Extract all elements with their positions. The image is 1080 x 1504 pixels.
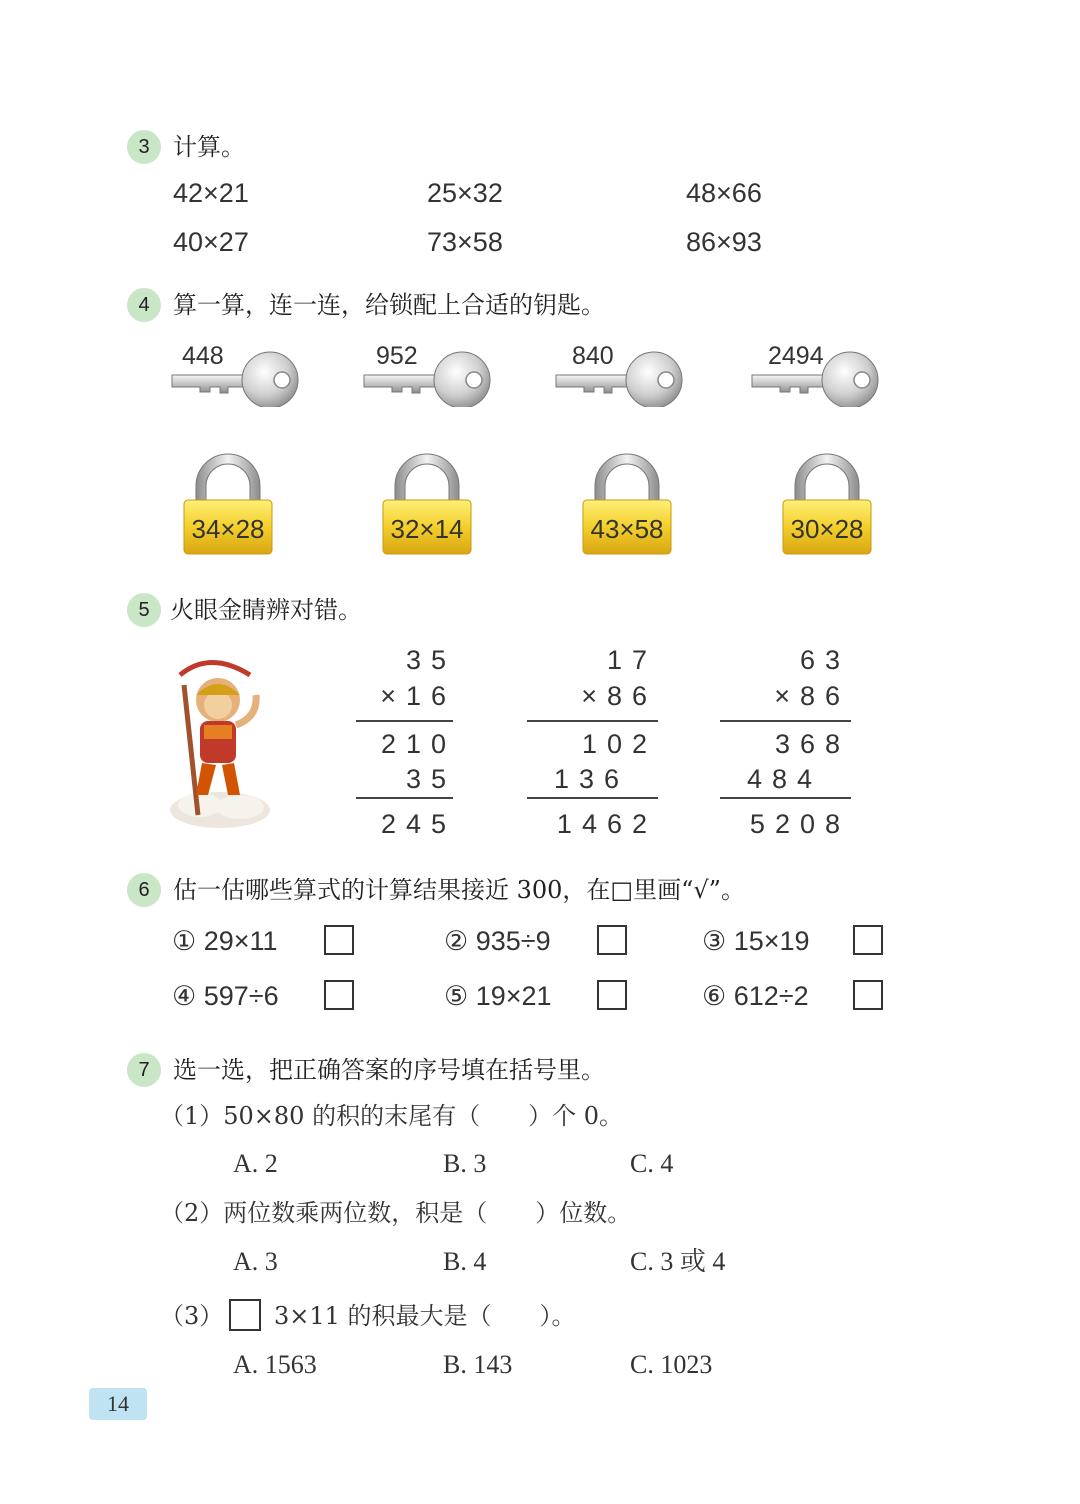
q7-sub-2-choice-c: C. 3 或 4 — [630, 1247, 726, 1276]
key-2[interactable] — [362, 342, 497, 407]
q7-sub-3-choice-a: A. 1563 — [233, 1350, 317, 1379]
vp3-partial-2: 484 — [746, 764, 822, 794]
vp1-partial-1: 210 — [380, 729, 456, 759]
vp3-partial-1: 368 — [774, 729, 850, 759]
vertical-problem-3 — [720, 645, 850, 845]
vp3-rule-2 — [720, 797, 851, 799]
question-6-badge: 6 — [127, 873, 161, 907]
question-3-title: 计算。 — [173, 133, 245, 161]
q7-sub-3-prefix: （3） — [160, 1302, 224, 1330]
vp3-top: 63 — [799, 645, 850, 675]
lock-1-label: 34×28 — [191, 514, 265, 544]
q3-item-1: 42×21 — [173, 178, 249, 208]
key-4[interactable] — [750, 342, 885, 407]
q6-checkbox-6[interactable] — [853, 980, 883, 1010]
q3-item-6: 86×93 — [686, 227, 762, 257]
question-7-badge: 7 — [127, 1053, 161, 1087]
q6-checkbox-5[interactable] — [597, 980, 627, 1010]
q6-checkbox-2[interactable] — [597, 925, 627, 955]
question-5-badge: 5 — [127, 593, 161, 627]
vp2-result: 1462 — [556, 809, 657, 839]
q6-option-6: ⑥ 612÷2 — [702, 981, 809, 1011]
q7-sub-1-choice-c: C. 4 — [630, 1149, 674, 1178]
vp2-rule-1 — [527, 720, 658, 722]
q7-sub-3-choice-b: B. 143 — [443, 1350, 513, 1379]
question-3-badge: 3 — [127, 130, 161, 164]
key-4-label: 2494 — [768, 342, 824, 370]
vp1-mult: ×16 — [380, 681, 456, 711]
vp1-partial-2: 35 — [405, 764, 456, 794]
lock-3[interactable] — [577, 450, 677, 556]
q6-option-3: ③ 15×19 — [702, 926, 810, 956]
key-3[interactable] — [554, 342, 689, 407]
q7-sub-2-stem: （2）两位数乘两位数，积是（ ）位数。 — [160, 1199, 632, 1227]
lock-4[interactable] — [777, 450, 877, 556]
vp1-rule-2 — [356, 797, 453, 799]
vp3-mult: ×86 — [774, 681, 850, 711]
vertical-problem-1 — [356, 645, 456, 845]
question-4-title: 算一算，连一连，给锁配上合适的钥匙。 — [173, 291, 605, 319]
lock-3-label: 43×58 — [590, 514, 664, 544]
lock-2[interactable] — [377, 450, 477, 556]
lock-2-label: 32×14 — [390, 514, 464, 544]
q7-sub-1-choice-a: A. 2 — [233, 1149, 278, 1178]
vp1-result: 245 — [380, 809, 456, 839]
q6-checkbox-4[interactable] — [324, 980, 354, 1010]
q7-sub-3-stem: 3×11 的积最大是（ ）。 — [274, 1302, 576, 1330]
q7-sub-2-choice-b: B. 4 — [443, 1247, 487, 1276]
q7-sub-2-choice-a: A. 3 — [233, 1247, 278, 1276]
vp1-top: 35 — [405, 645, 456, 675]
q6-option-4: ④ 597÷6 — [172, 981, 279, 1011]
vp2-partial-1: 102 — [581, 729, 657, 759]
vp2-rule-2 — [527, 797, 658, 799]
q3-item-3: 48×66 — [686, 178, 762, 208]
key-1-label: 448 — [182, 342, 224, 370]
monkey-king-icon — [160, 655, 280, 830]
q7-sub-1-stem: （1）50×80 的积的末尾有（ ）个 0。 — [160, 1102, 623, 1130]
q3-item-4: 40×27 — [173, 227, 249, 257]
page-number: 14 — [89, 1388, 147, 1420]
q6-option-2: ② 935÷9 — [444, 926, 551, 956]
q6-checkbox-1[interactable] — [324, 925, 354, 955]
q3-item-5: 73×58 — [427, 227, 503, 257]
q7-sub-1-choice-b: B. 3 — [443, 1149, 487, 1178]
key-2-label: 952 — [376, 342, 418, 370]
question-7-title: 选一选，把正确答案的序号填在括号里。 — [173, 1056, 605, 1084]
vertical-problem-2 — [527, 645, 657, 845]
question-4-badge: 4 — [127, 288, 161, 322]
vp3-result: 5208 — [749, 809, 850, 839]
vp2-partial-2: 136 — [553, 764, 629, 794]
lock-4-label: 30×28 — [790, 514, 864, 544]
key-3-label: 840 — [572, 342, 614, 370]
q6-option-1: ① 29×11 — [172, 926, 278, 956]
monkey-king-illustration — [160, 655, 280, 830]
q6-option-5: ⑤ 19×21 — [444, 981, 552, 1011]
vp1-rule-1 — [356, 720, 453, 722]
vp2-top: 17 — [606, 645, 657, 675]
q7-sub-3-blank-box[interactable] — [229, 1299, 261, 1331]
q7-sub-3-choice-c: C. 1023 — [630, 1350, 713, 1379]
q6-checkbox-3[interactable] — [853, 925, 883, 955]
lock-1[interactable] — [178, 450, 278, 556]
vp2-mult: ×86 — [581, 681, 657, 711]
key-1[interactable] — [170, 342, 305, 407]
question-5-title: 火眼金睛辨对错。 — [170, 596, 362, 624]
question-6-title: 估一估哪些算式的计算结果接近 300，在□里画“√”。 — [173, 876, 745, 904]
q3-item-2: 25×32 — [427, 178, 503, 208]
vp3-rule-1 — [720, 720, 851, 722]
